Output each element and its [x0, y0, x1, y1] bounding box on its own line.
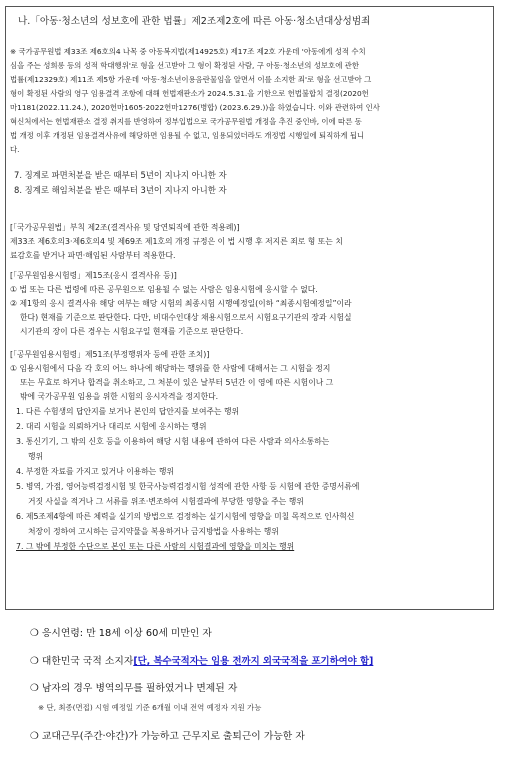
circle-bullet-icon: ❍ [30, 683, 39, 694]
section-line: ② 제1항의 응시 결격사유 해당 여부는 해당 시험의 최종시험 시행예정일(이하 “최종시험예정일”이라 [10, 299, 352, 308]
section-line: ① 법 또는 다른 법령에 따른 공무원으로 임용될 수 없는 사람은 임용시험에 응시할 수 없다. [10, 285, 318, 294]
note-line: 법 개정 이후 개정된 임용결격사유에 해당하면 임용될 수 없고, 임용되었더라도 개정법 시행일에 퇴직하게 됩니 [10, 131, 365, 140]
note-line: 심을 주는 성희롱 등의 성적 학대행위'로 형을 선고받아 그 형이 확정된 사람, 구 아동·청소년의 성보호에 관한 [10, 61, 359, 70]
section-line: 거짓 사실을 적거나 그 서류를 위조·변조하여 시험결과에 부당한 영향을 주는 행위 [28, 497, 304, 506]
bullet-age [30, 625, 212, 639]
section-line: 4. 부정한 자료를 가지고 있거나 이용하는 행위 [16, 467, 174, 476]
eligibility-disqualification-box [5, 6, 494, 610]
note-line: 다. [10, 145, 20, 154]
section-line: 시기관의 장이 다른 경우는 시험요구일 현재를 기준으로 판단한다. [20, 327, 244, 336]
section-line: 밖에 국가공무원 임용을 위한 시험의 응시자격을 정지한다. [20, 392, 219, 401]
section-line: 제33조 제6호의3·제6호의4 및 제69조 제1호의 개정 규정은 이 법 시행 후 저지른 죄로 형 또는 치 [10, 237, 343, 246]
circle-bullet-icon: ❍ [30, 731, 39, 742]
bullet-shift-text: 교대근무(주간·야간)가 가능하고 근무지로 출퇴근이 가능한 자 [41, 731, 305, 742]
item-7: 7. 징계로 파면처분을 받은 때부터 5년이 지나지 아니한 자 [14, 170, 227, 180]
section-line: 5. 병역, 가점, 영어능력검정시험 및 한국사능력검정시험 성적에 관한 사항 등 시험에 관한 증명서류에 [16, 482, 360, 491]
bullet-age-text: 응시연령: 만 18세 이상 60세 미만인 자 [41, 628, 212, 639]
section-line: 료감호를 받거나 파면·해임된 사람부터 적용한다. [10, 251, 176, 260]
note-line: 마1181(2022.11.24.), 2020헌마1605·2022헌마1276(병합) (2023.6.29.))을 하였습니다. 이와 관련하여 인사 [10, 103, 380, 112]
bullet-nationality-text: 대한민국 국적 소지자 [41, 656, 134, 667]
section-line: 처장이 정하여 고시하는 금지약물을 복용하거나 금지방법을 사용하는 행위 [28, 527, 279, 536]
note-line: ※ 국가공무원법 제33조 제6호의4 나목 중 아동복지법(제14925호) 제17조 제2호 가운데 '아동에게 성적 수치 [10, 47, 366, 56]
bullet-nationality [30, 653, 373, 667]
section-line: ① 임용시험에서 다음 각 호의 어느 하나에 해당하는 행위를 한 사람에 대해서는 그 시험을 정지 [10, 364, 331, 373]
note-line: 형이 확정된 사람의 영구 임용결격 조항에 대해 헌법재판소가 2024.5.31.을 기한으로 헌법불합치 결정(2020헌 [10, 89, 369, 98]
bullet-military [30, 680, 237, 694]
dual-citizenship-note: [단, 복수국적자는 임용 전까지 외국국적을 포기하여야 함] [133, 656, 374, 667]
section-title: [「국가공무원법」부칙 제2조(결격사유 및 당연퇴직에 관한 적용례)] [10, 223, 240, 232]
section-line: 또는 무효로 하거나 합격을 취소하고, 그 처분이 있은 날부터 5년간 이 영에 따른 시험이나 그 [20, 378, 334, 387]
circle-bullet-icon: ❍ [30, 656, 39, 667]
section-title: [「공무원임용시험령」제15조(응시 결격사유 등)] [10, 271, 177, 280]
section-line: 7. 그 밖에 부정한 수단으로 본인 또는 다른 사람의 시험결과에 영향을 미치는 행위 [16, 542, 295, 551]
circle-bullet-icon: ❍ [30, 628, 39, 639]
section-line: 1. 다른 수험생의 답안지를 보거나 본인의 답안지를 보여주는 행위 [16, 407, 240, 416]
item-na: 나.「아동·청소년의 성보호에 관한 법률」제2조제2호에 따른 아동·청소년대상성범죄 [18, 16, 371, 27]
section-title: [「공무원임용시험령」제51조(부정행위자 등에 관한 조치)] [10, 350, 210, 359]
section-line: 3. 통신기기, 그 밖의 신호 등을 이용하여 해당 시험 내용에 관하여 다른 사람과 의사소통하는 [16, 437, 330, 446]
bullet-shift [30, 728, 305, 742]
section-line: 행위 [28, 452, 44, 461]
section-line: 6. 제5조제4항에 따른 체력을 실기의 방법으로 검정하는 실기시험에 영향을 미칠 목적으로 인사혁신 [16, 512, 355, 521]
military-note: ※ 단, 최종(면접) 시험 예정일 기준 6개월 이내 전역 예정자 지원 가능 [38, 703, 262, 712]
note-line: 혁신처에서는 헌법재판소 결정 취지를 반영하여 정부입법으로 국가공무원법 개정을 추진 중인바, 이에 따른 동 [10, 117, 362, 126]
item-8: 8. 징계로 해임처분을 받은 때부터 3년이 지나지 아니한 자 [14, 185, 227, 195]
note-line: 법률(제12329호) 제11조 제5항 가운데 '아동·청소년이용음란물임을 알면서 이를 소지한 죄'로 형을 선고받아 그 [10, 75, 372, 84]
bullet-military-text: 남자의 경우 병역의무를 필하였거나 면제된 자 [41, 683, 238, 694]
section-line: 2. 대리 시험을 의뢰하거나 대리로 시험에 응시하는 행위 [16, 422, 207, 431]
section-line: 한다) 현재를 기준으로 판단한다. 다만, 비대수인대상 채용시험으로서 시험요구기관의 장과 시험실 [20, 313, 352, 322]
